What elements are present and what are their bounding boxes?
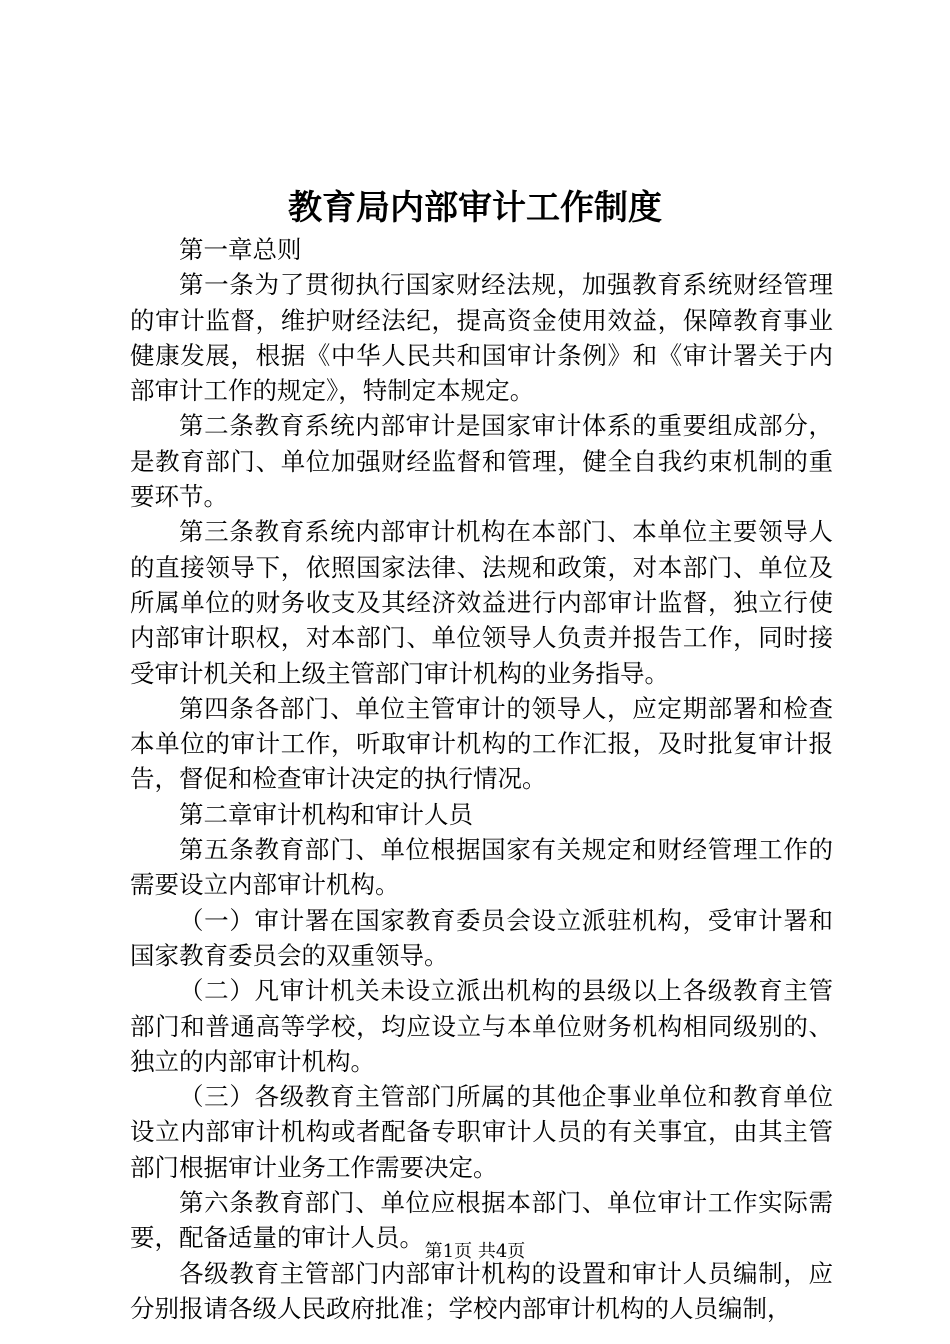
- article-1: 第一条为了贯彻执行国家财经法规，加强教育系统财经管理的审计监督，维护财经法纪，提高资金使用效益，保障教育事业健康发展，根据《中华人民共和国审计条例》和《审计署关于内部审计工作的规定》，特制定本规定。: [130, 270, 833, 406]
- chapter-heading-1: 第一章总则: [179, 235, 302, 264]
- article-5-item-3: （三）各级教育主管部门所属的其他企事业单位和教育单位设立内部审计机构或者配备专职审计人员的有关事宜，由其主管部门根据审计业务工作需要决定。: [130, 1082, 833, 1182]
- article-5-item-2: （二）凡审计机关未设立派出机构的县级以上各级教育主管部门和普通高等学校，均应设立与本单位财务机构相同级别的、独立的内部审计机构。: [130, 976, 833, 1076]
- chapter-heading-2: 第二章审计机构和审计人员: [179, 799, 473, 829]
- article-2: 第二条教育系统内部审计是国家审计体系的重要组成部分，是教育部门、单位加强财经监督和管理，健全自我约束机制的重要环节。: [130, 411, 833, 512]
- document-body: [130, 232, 833, 1326]
- article-4: 第四条各部门、单位主管审计的领导人，应定期部署和检查本单位的审计工作，听取审计机构的工作汇报，及时批复审计报告，督促和检查审计决定的执行情况。: [130, 693, 833, 794]
- article-5: 第五条教育部门、单位根据国家有关规定和财经管理工作的需要设立内部审计机构。: [130, 835, 833, 900]
- article-3: 第三条教育系统内部审计机构在本部门、本单位主要领导人的直接领导下，依照国家法律、法规和政策，对本部门、单位及所属单位的财务收支及其经济效益进行内部审计监督，独立行使内部审计职权，对本部门、单位领导人负责并报告工作，同时接受审计机关和上级主管部门审计机构的业务指导。: [130, 517, 833, 688]
- document-title: 教育局内部审计工作制度: [288, 188, 662, 228]
- article-6-continued: 各级教育主管部门内部审计机构的设置和审计人员编制，应分别报请各级人民政府批准；学校内部审计机构的人员编制，: [130, 1258, 833, 1323]
- article-5-item-1: （一）审计署在国家教育委员会设立派驻机构，受审计署和国家教育委员会的双重领导。: [130, 905, 833, 970]
- article-6: 第六条教育部门、单位应根据本部门、单位审计工作实际需要，配备适量的审计人员。: [130, 1188, 833, 1253]
- page-footer: 第1页 共4页: [424, 1241, 526, 1262]
